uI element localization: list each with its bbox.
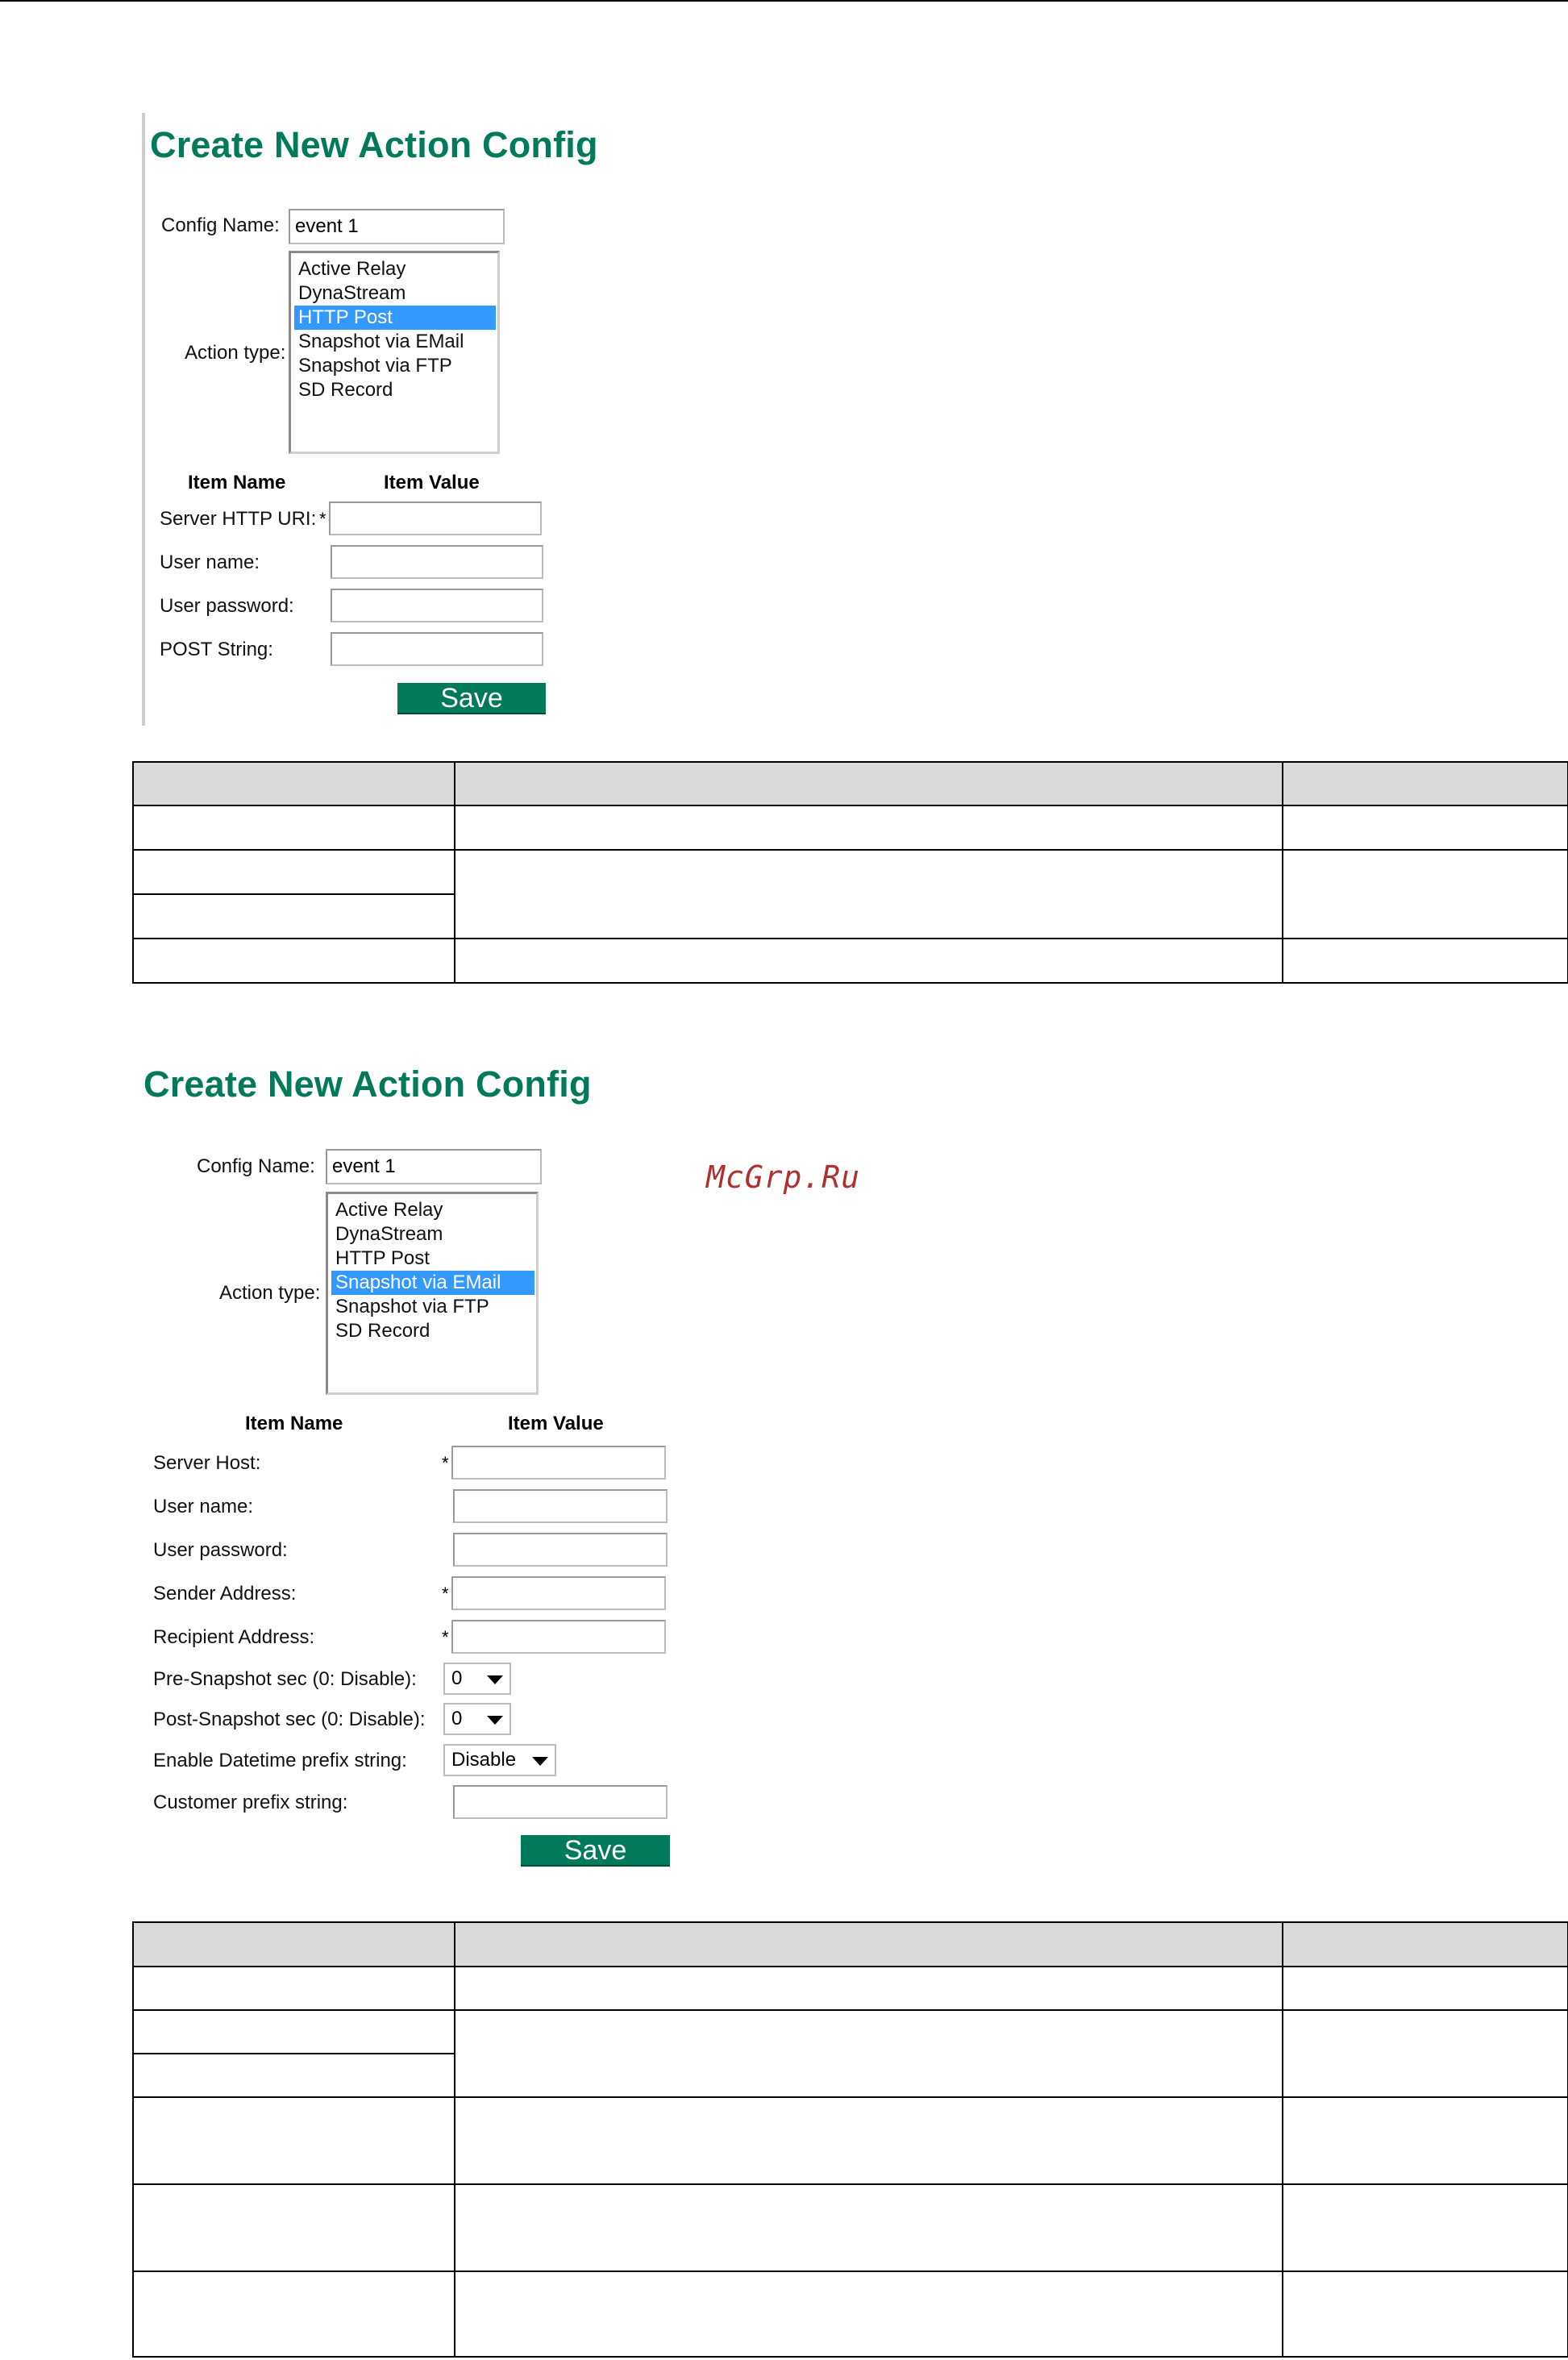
table2-header-cell — [1283, 1922, 1568, 1967]
table2-cell — [133, 1967, 455, 2010]
table1-cell — [1283, 850, 1568, 939]
form2-pre-snapshot-value: 0 — [451, 1667, 463, 1689]
form2-action-option[interactable]: Active Relay — [335, 1199, 443, 1221]
form1-config-name-label: Config Name: — [161, 214, 280, 236]
table2-cell — [1283, 2010, 1568, 2097]
table2-cell — [455, 2271, 1283, 2357]
form1-server-http-uri-input[interactable] — [329, 502, 542, 535]
form2-user-name-input[interactable] — [453, 1489, 668, 1523]
form1-field-label: Server HTTP URI: — [160, 508, 317, 530]
table1-header-cell — [455, 762, 1283, 805]
form1-action-option[interactable]: Snapshot via EMail — [298, 331, 464, 352]
table2-header-cell — [133, 1922, 455, 1967]
form1-action-option[interactable]: Snapshot via FTP — [298, 355, 452, 377]
form1-post-string-input[interactable] — [331, 632, 543, 666]
form1-action-option[interactable]: SD Record — [298, 379, 393, 401]
form2-post-snapshot-select[interactable] — [443, 1703, 511, 1735]
page-top-rule — [0, 0, 1568, 2]
form2-field-label: Server Host: — [153, 1452, 261, 1474]
table1-cell — [1283, 939, 1568, 983]
table1-cell — [455, 939, 1283, 983]
chevron-down-icon — [532, 1757, 548, 1766]
table2-cell — [1283, 2271, 1568, 2357]
screenshot-left-edge — [142, 113, 145, 726]
form1-col-item-name: Item Name — [188, 472, 286, 493]
table2 — [132, 1921, 1568, 2358]
form2-action-type-listbox[interactable] — [326, 1192, 539, 1395]
table2-cell — [1283, 1967, 1568, 2010]
form2-sender-address-input[interactable] — [451, 1576, 666, 1610]
form2-save-button[interactable]: Save — [521, 1835, 670, 1867]
form2-action-option[interactable]: Snapshot via FTP — [335, 1296, 489, 1317]
form2-col-item-name: Item Name — [245, 1413, 343, 1434]
form2-server-host-input[interactable] — [451, 1446, 666, 1480]
form2-field-label: Sender Address: — [153, 1583, 297, 1605]
form2-customer-prefix-input[interactable] — [453, 1785, 668, 1819]
form2-customer-prefix-label: Customer prefix string: — [153, 1792, 348, 1813]
form2-select-label: Post-Snapshot sec (0: Disable): — [153, 1709, 426, 1730]
table1-cell — [133, 939, 455, 983]
form2-config-name-input[interactable] — [326, 1149, 542, 1184]
form2-action-option[interactable]: HTTP Post — [335, 1247, 430, 1269]
form2-action-type-label: Action type: — [219, 1282, 321, 1304]
table1 — [132, 761, 1568, 984]
required-marker: * — [442, 1453, 449, 1473]
form1-config-name-input[interactable] — [289, 209, 505, 244]
table1-cell — [133, 850, 455, 894]
form1-action-type-label: Action type: — [185, 342, 286, 364]
form2-field-label: User name: — [153, 1496, 254, 1517]
chevron-down-icon — [487, 1716, 503, 1725]
form2-title: Create New Action Config — [143, 1063, 592, 1105]
table1-header-cell — [133, 762, 455, 805]
table2-cell — [455, 2010, 1283, 2097]
table2-cell — [133, 2010, 455, 2054]
form1-action-type-listbox[interactable] — [289, 251, 500, 454]
form1-title: Create New Action Config — [150, 124, 598, 165]
table2-header-cell — [455, 1922, 1283, 1967]
watermark: McGrp.Ru — [706, 1159, 861, 1195]
form1-col-item-value: Item Value — [384, 472, 480, 493]
table2-cell — [455, 1967, 1283, 2010]
form2-recipient-address-input[interactable] — [451, 1620, 666, 1654]
form1-action-option-selected[interactable]: HTTP Post — [294, 306, 496, 330]
chevron-down-icon — [487, 1675, 503, 1684]
table1-cell — [133, 805, 455, 850]
form2-post-snapshot-value: 0 — [451, 1708, 463, 1729]
table1-cell — [455, 850, 1283, 939]
form2-config-name-label: Config Name: — [197, 1155, 315, 1177]
required-marker: * — [442, 1584, 449, 1604]
table2-cell — [133, 2271, 455, 2357]
required-marker: * — [442, 1627, 449, 1647]
form2-select-label: Pre-Snapshot sec (0: Disable): — [153, 1668, 417, 1690]
form1-user-name-input[interactable] — [331, 545, 543, 579]
table1-cell — [455, 805, 1283, 850]
form2-col-item-value: Item Value — [508, 1413, 604, 1434]
table1-cell — [1283, 805, 1568, 850]
form2-field-label: Recipient Address: — [153, 1626, 315, 1648]
form2-action-option[interactable]: DynaStream — [335, 1223, 443, 1245]
form1-action-option[interactable]: DynaStream — [298, 282, 406, 304]
form1-action-option[interactable]: Active Relay — [298, 258, 406, 280]
form2-action-option-selected[interactable]: Snapshot via EMail — [331, 1271, 534, 1295]
form2-user-password-input[interactable] — [453, 1533, 668, 1567]
form1-field-label: User name: — [160, 551, 260, 573]
form1-save-button[interactable]: Save — [397, 683, 546, 714]
form2-pre-snapshot-select[interactable] — [443, 1663, 511, 1695]
form1-field-label: POST String: — [160, 639, 273, 660]
form1-user-password-input[interactable] — [331, 589, 543, 622]
table2-cell — [455, 2184, 1283, 2271]
form2-action-option[interactable]: SD Record — [335, 1320, 430, 1342]
table2-cell — [133, 2097, 455, 2184]
table2-cell — [1283, 2184, 1568, 2271]
form2-datetime-prefix-value: Disable — [451, 1749, 517, 1771]
table2-cell — [455, 2097, 1283, 2184]
table1-cell — [133, 894, 455, 939]
table2-cell — [1283, 2097, 1568, 2184]
form1-field-label: User password: — [160, 595, 294, 617]
table2-cell — [133, 2184, 455, 2271]
required-marker: * — [319, 509, 326, 529]
form2-select-label: Enable Datetime prefix string: — [153, 1750, 407, 1771]
form2-datetime-prefix-select[interactable] — [443, 1744, 556, 1776]
table2-cell — [133, 2054, 455, 2097]
form2-field-label: User password: — [153, 1539, 288, 1561]
table1-header-cell — [1283, 762, 1568, 805]
